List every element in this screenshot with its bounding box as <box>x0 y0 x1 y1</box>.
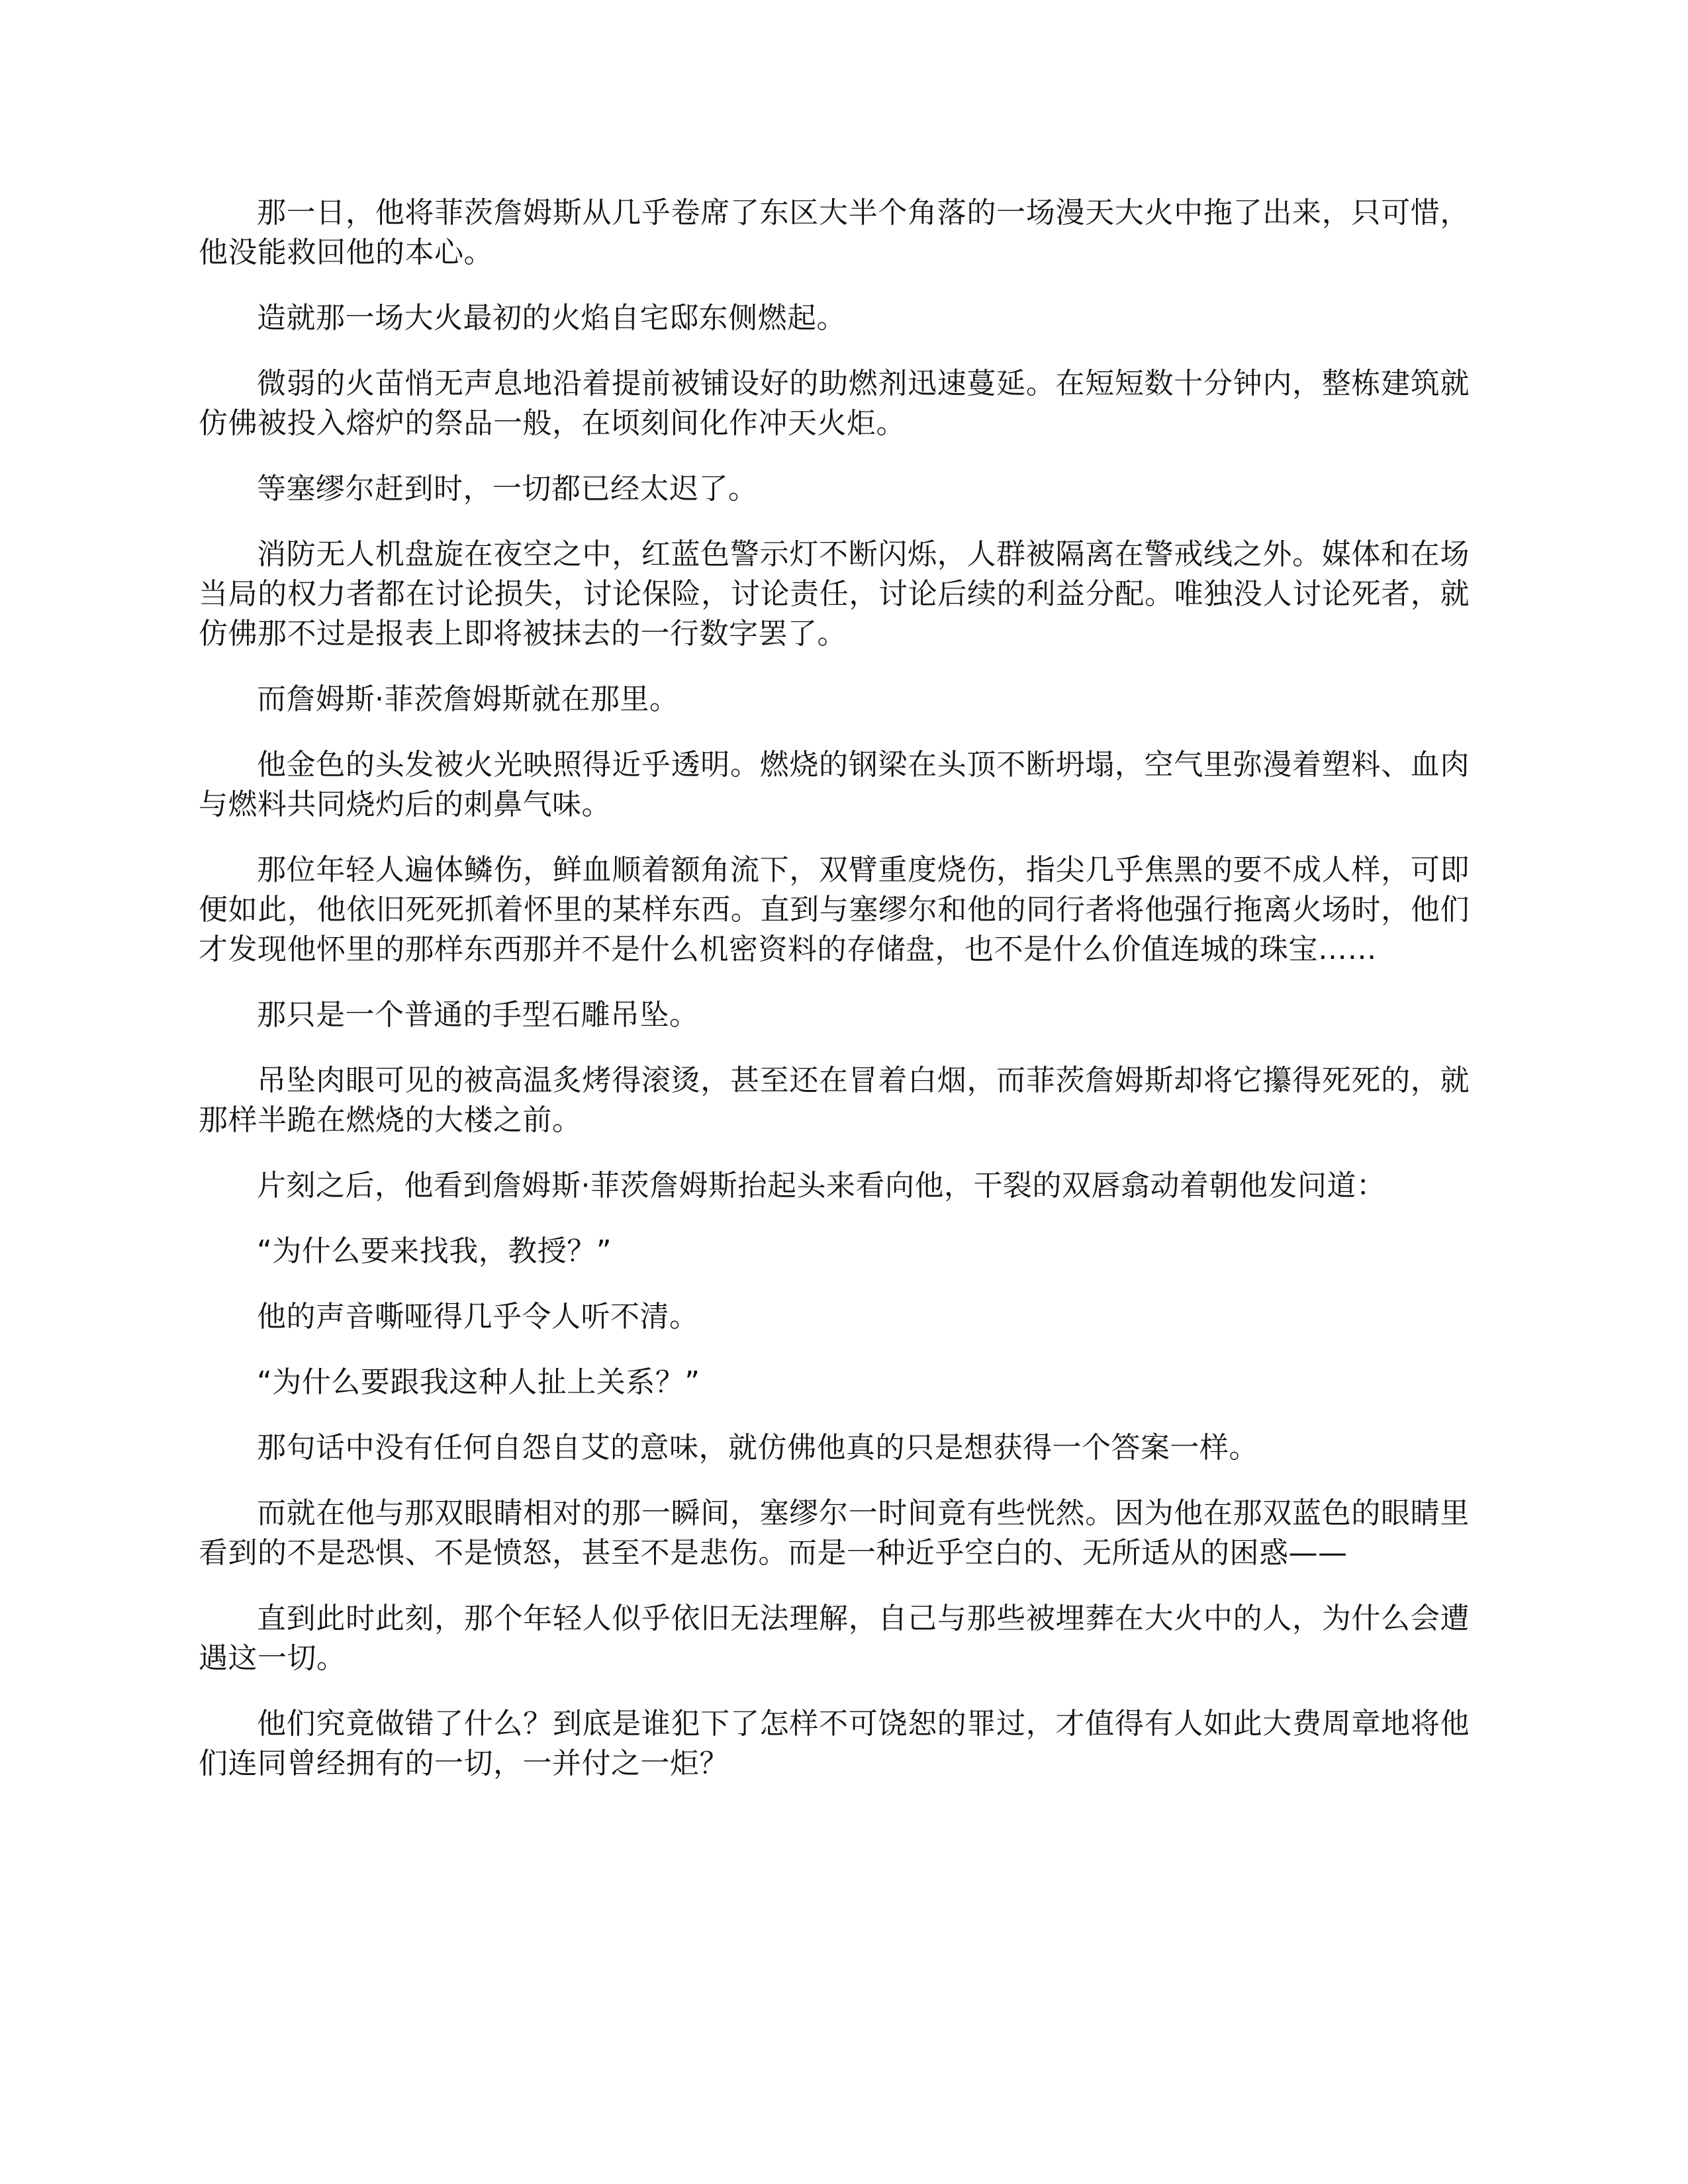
paragraph: 他的声音嘶哑得几乎令人听不清。 <box>257 1300 699 1334</box>
paragraph: “为什么要跟我这种人扯上关系？” <box>257 1365 700 1399</box>
paragraph: 吊坠肉眼可见的被高温炙烤得滚烫，甚至还在冒着白烟，而菲茨詹姆斯却将它攥得死死的，就那样半跪在燃烧的大楼之前。 <box>199 1064 1470 1137</box>
paragraph: 那一日，他将菲茨詹姆斯从几乎卷席了东区大半个角落的一场漫天大火中拖了出来，只可惜，他没能救回他的本心。 <box>199 196 1470 269</box>
paragraph: 他金色的头发被火光映照得近乎透明。燃烧的钢梁在头顶不断坍塌，空气里弥漫着塑料、血肉与燃料共同烧灼后的刺鼻气味。 <box>199 748 1470 821</box>
paragraph: “为什么要来找我，教授？” <box>257 1234 612 1268</box>
paragraph: 片刻之后，他看到詹姆斯·菲茨詹姆斯抬起头来看向他，干裂的双唇翕动着朝他发问道： <box>257 1169 1386 1203</box>
paragraph: 微弱的火苗悄无声息地沿着提前被铺设好的助燃剂迅速蔓延。在短短数十分钟内，整栋建筑就仿佛被投入熔炉的祭品一般，在顷刻间化作冲天火炬。 <box>199 367 1470 440</box>
document-page <box>199 193 1470 1809</box>
paragraph: 而就在他与那双眼睛相对的那一瞬间，塞缪尔一时间竟有些恍然。因为他在那双蓝色的眼睛里看到的不是恐惧、不是愤怒，甚至不是悲伤。而是一种近乎空白的、无所适从的困惑—— <box>199 1496 1470 1570</box>
paragraph: 那位年轻人遍体鳞伤，鲜血顺着额角流下，双臂重度烧伤，指尖几乎焦黑的要不成人样，可即便如此，他依旧死死抓着怀里的某样东西。直到与塞缪尔和他的同行者将他强行拖离火场时，他们才发现他怀里的那样东西那并不是什么机密资料的存储盘，也不是什么价值连城的珠宝…… <box>199 853 1470 966</box>
paragraph: 那只是一个普通的手型石雕吊坠。 <box>257 998 699 1032</box>
paragraph: 直到此时此刻，那个年轻人似乎依旧无法理解，自己与那些被埋葬在大火中的人，为什么会遭遇这一切。 <box>199 1602 1470 1675</box>
paragraph: 等塞缪尔赶到时，一切都已经太迟了。 <box>257 472 758 506</box>
paragraph: 而詹姆斯·菲茨詹姆斯就在那里。 <box>257 682 679 716</box>
paragraph: 造就那一场大火最初的火焰自宅邸东侧燃起。 <box>257 301 846 335</box>
paragraph: 消防无人机盘旋在夜空之中，红蓝色警示灯不断闪烁，人群被隔离在警戒线之外。媒体和在场当局的权力者都在讨论损失，讨论保险，讨论责任，讨论后续的利益分配。唯独没人讨论死者，就仿佛那不过是报表上即将被抹去的一行数字罢了。 <box>199 537 1470 651</box>
paragraph: 他们究竟做错了什么？到底是谁犯下了怎样不可饶恕的罪过，才值得有人如此大费周章地将他们连同曾经拥有的一切，一并付之一炬？ <box>199 1707 1470 1780</box>
paragraph: 那句话中没有任何自怨自艾的意味，就仿佛他真的只是想获得一个答案一样。 <box>257 1431 1258 1465</box>
